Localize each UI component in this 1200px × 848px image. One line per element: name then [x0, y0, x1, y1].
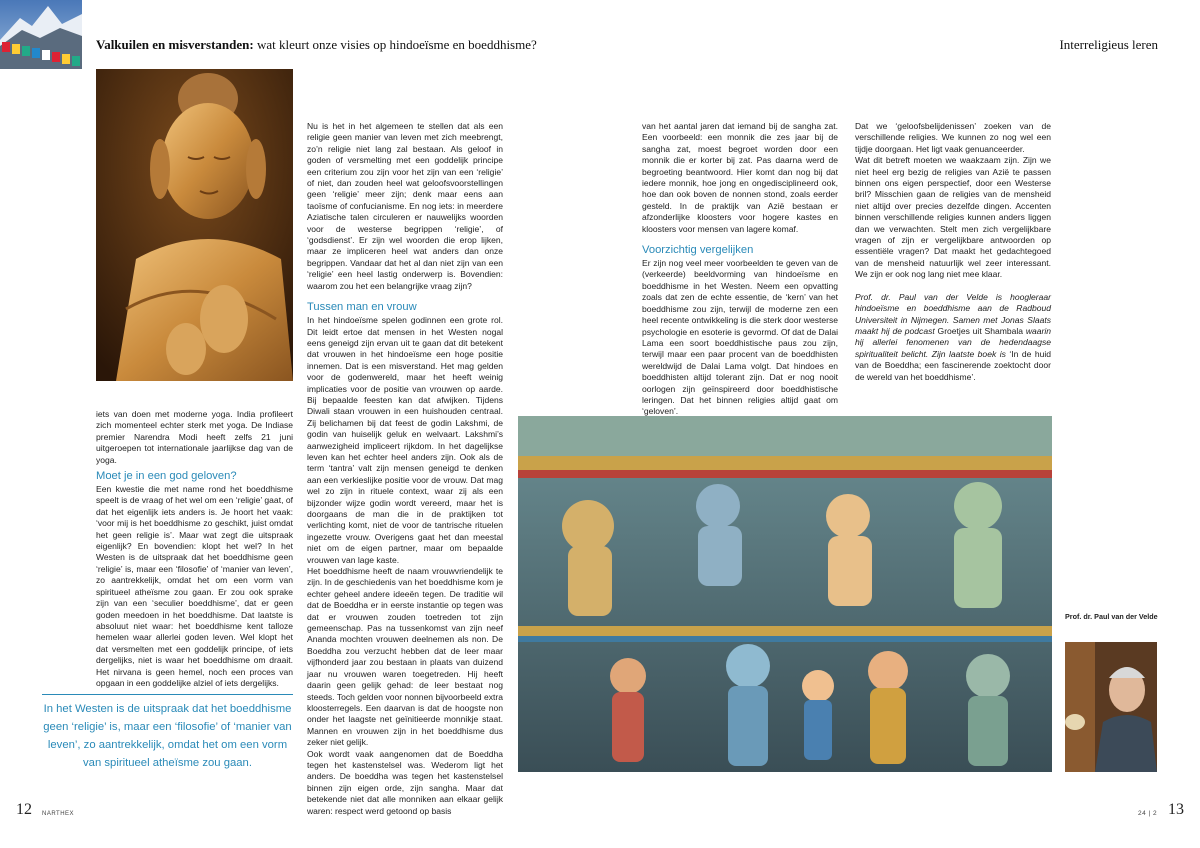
- issue-number: 24 | 2: [1138, 810, 1158, 817]
- column-2: [307, 121, 503, 817]
- section-label: Interreligieus leren: [1059, 37, 1158, 52]
- page-number-left: 12: [16, 801, 32, 818]
- col4-p1: Dat we ‘geloofsbelijdenissen’ zoeken van de verschillende religies. We kunnen zo nog wel een tijdje doorgaan. Het ligt vaak genuanceerder.: [855, 121, 1051, 154]
- col4-p2: Wat dit betreft moeten we waakzaam zijn. Zijn we niet heel erg bezig de religies van Azië te passen binnen ons eigen perspectief, door een Westerse bril? Misschien gaan de religies van de mensheid niet altijd over precies dezelfde dingen. Accenten binnen verschillende religies kunnen anders liggen dan we verwachten. Stelt men zich vergelijkbare vragen of zijn er vergelijkbare antwoorden op essentiële vragen? Dat maakt het gedachtegoed van de mensheid natuurlijk wel zeer interessant. We zijn er ook nog lang niet mee klaar.: [855, 155, 1051, 280]
- col2-p1: Nu is het in het algemeen te stellen dat als een religie geen manier van leven met zich meebrengt, zo’n religie niet lang zal bestaan. Als geloof in goden of versmelting met een goddelijk principe een criterium zou zijn voor het zijn van een ‘religie’ of niet, dan zouden heel wat geloofsvoorstellingen geen ‘religie’ meer zijn; denk maar eens aan taoïsme of confucianisme. En nog iets: in meerdere Aziatische talen circuleren er nauwelijks woorden voor de westerse begrippen ‘religie’, of ‘godsdienst’. Er zijn wel woorden die erop lijken, maar ze impliceren heel wat anders dan onze begrippen. Vandaar dat het al dan niet zijn van een ‘religie’ een heel lastig onderwerp is. Bovendien: waarom zou het een belangrijke vraag zijn?: [307, 121, 503, 291]
- page-number-right: 13: [1168, 801, 1184, 818]
- pullquote: In het Westen is de uitspraak dat het boeddhisme geen ‘religie’ is, maar een ‘filosofie’ of ‘manier van leven’, zo aantrekkelijk, omdat het om een vorm van spiritueel atheïsme zou gaan.: [43, 703, 292, 769]
- column-1: [96, 409, 293, 689]
- col1-body: Een kwestie die met name rond het boeddhisme speelt is de vraag of het wel om een ‘religie’ gaat, of dat het eigenlijk iets anders is. Je hoort het vaak: ‘voor mij is het boeddhisme zo geschikt, juist omdat het geen religie is’. Maar wat zegt die uitspraak eigenlijk? En bovendien: klopt het wel? In het Westen is de uitspraak dat het boeddhisme geen ‘religie’ is, maar een ‘filosofie’ of ‘manier van leven’, zo aantrekkelijk, omdat het om een vorm van spiritueel atheïsme zou gaan. Er zou ook sprake zijn van een ‘seculier boeddhisme’, dat er geen goden meedoen in het boeddhisme. Dat laatste is absoluut niet waar: het boeddhisme kent talloze hemelen waar allerlei goden leven. Wel klopt het dat versmelten met een goddelijk principe, of iets dergelijks, niet is waar het boeddhisme om draait. Het nirvana is geen hemel, noch een proces van opgaan in een goddelijke alziel of iets dergelijks.: [96, 484, 293, 688]
- article-header-title: [96, 37, 537, 53]
- header-thumbnail-image: [0, 0, 82, 69]
- buddha-statue-image: [96, 69, 293, 381]
- bio-part-1: Prof. dr. Paul van der Velde is hoogleraar hindoeïsme en boeddhisme aan de Radboud Universiteit in Nijmegen. Samen met Jonas Slaats maakt hij de podcast: [855, 291, 1051, 336]
- author-portrait-image: [1065, 642, 1157, 772]
- col3-p2: Er zijn nog veel meer voorbeelden te geven van de (verkeerde) beeldvorming van hindoeïsme en boeddhisme in het Westen. Neem een opvatting zoals dat zen de echte essentie, de ‘kern’ van het boeddhisme zou zijn, terwijl de moderne zen een heel recente ontwikkeling is die sterk door westerse psychologie en esoterie is gevormd. Of dat de Dalai Lama een soort boeddhistische paus zou zijn, terwijl maar een paar procent van de boeddhisten wereldwijd de Dalai Lama volgt. Dat hindoes en boeddhisten altijd tolerant zijn. Dat er nog nooit oorlogen zijn geïnspireerd door boeddhistische leringen. Dat het binnen religies altijd gaat om ‘geloven’.: [642, 258, 838, 417]
- column-4: [855, 121, 1051, 383]
- bio-part-2: Groetjes uit Shambala: [937, 325, 1023, 336]
- portrait-caption: Prof. dr. Paul van der Velde: [1065, 612, 1158, 621]
- col2-subhead: Tussen man en vrouw: [307, 301, 417, 314]
- header-title-bold: Valkuilen en misverstanden:: [96, 37, 254, 52]
- col2-p3: Het boeddhisme heeft de naam vrouwvriendelijk te zijn. In de geschiedenis van het boeddhisme kom je echter geheel andere ideeën tegen. De traditie wil dat de Boeddha er in eerste instantie op tegen was dat er vrouwen zouden toetreden tot zijn gemeenschap. Pas na tussenkomst van zijn neef Ananda mochten vrouwen deelnemen als non. De Boeddha zou verzucht hebben dat de leer maar vijfhonderd jaar zou bestaan in plaats van duizend jaar nu vrouwen waren toegetreden. Hij heeft daarin geen gelijk gehad: de leer bestaat nog steeds. Toch gelden voor nonnen bijvoorbeeld extra kloosterregels. Een daarvan is dat de hoogste non onder het laagste net geïnitieerde monnikje staat. Mannen en vrouwen zijn in het boeddhisme dus zeker niet gelijk.: [307, 566, 503, 748]
- bio-part-3: waarin hij allerlei fenomenen van de hedendaagse spiritualiteit belicht. Zijn laatste boek is: [855, 325, 1051, 359]
- author-bio: [855, 292, 1051, 383]
- col2-p2: In het hindoeïsme spelen godinnen een grote rol. Dit leidt ertoe dat mensen in het Westen nogal eens geneigd zijn ervan uit te gaan dat dit betekent dat vrouwen in het hindoeïsme een hoge positie innemen. Dat is een misverstand. Het mag gelden voor de godenwereld, maar het heeft weinig implicaties voor de positie van vrouwen op aarde. Bij bepaalde feesten kan dat afwijken. Tijdens Diwali staan vrouwen in een huishouden centraal. Zij belichamen bij dat feest de godin Lakshmi, de godin van huiselijk geluk en welvaart. Lakshmi’s aanwezigheid impliceert rijkdom. In het dagelijkse leven kan het echter heel anders zijn. Ook als de term ‘tantra’ valt zijn mensen geneigd te denken aan een verkieslijke positie voor de vrouw. Dat mag wel zo zijn in rituele context, waar zij als een bijzonder wijze godin wordt vereerd, maar het is doorgaans de man die in de praktijken tot verlichting komt, niet de voor de tantrische rituelen ingezette vrouw. Overigens gaat het dan meestal niet om de eigen partner, maar om bepaalde vrouwen van lage kaste.: [307, 315, 503, 565]
- column-3: [642, 121, 838, 418]
- magazine-name: NARTHEX: [42, 811, 75, 817]
- header-title-rest: wat kleurt onze visies op hindoeïsme en boeddhisme?: [253, 37, 537, 52]
- hindu-temple-sculptures-image: [518, 416, 1052, 772]
- col1-subhead: Moet je in een god geloven?: [96, 470, 237, 483]
- bio-part-4: ‘In de huid van de Boeddha; een fascinerende zoektocht door de wereld van het boeddhisme’.: [855, 348, 1051, 382]
- col3-p1: van het aantal jaren dat iemand bij de sangha zat. Een voorbeeld: een monnik die zes jaar bij de sangha zat, moest begroet worden door een monnik die er korter bij zat. Pas daarna werd de begroeting beantwoord. Hier komt dan nog bij dat iedere monnik, hoe jong en ongedisciplineerd ook, hoe dan ook boven de nonnen stond, zoals eerder gesteld. In de praktijk van Azië bestaan er afzonderlijke kloosters voor hogere kastes en kloosters voor mensen van lagere komaf.: [642, 121, 838, 234]
- col3-subhead: Voorzichtig vergelijken: [642, 244, 754, 257]
- pullquote-rule: [42, 694, 293, 695]
- col1-intro: iets van doen met moderne yoga. India profileert zich momenteel echter sterk met yoga. De Indiase premier Narendra Modi heeft zelfs 21 juni uitgeroepen tot internationale jaarlijkse dag van de yoga.: [96, 409, 293, 465]
- col2-p4: Ook wordt vaak aangenomen dat de Boeddha tegen het kastenstelsel was. Wederom ligt het anders. De boeddha was tegen het kastenstelsel binnen zijn eigen orde, zijn sangha. Maar dat betekende niet dat alle monniken aan elkaar gelijk waren: respect werd getoond op basis: [307, 748, 503, 816]
